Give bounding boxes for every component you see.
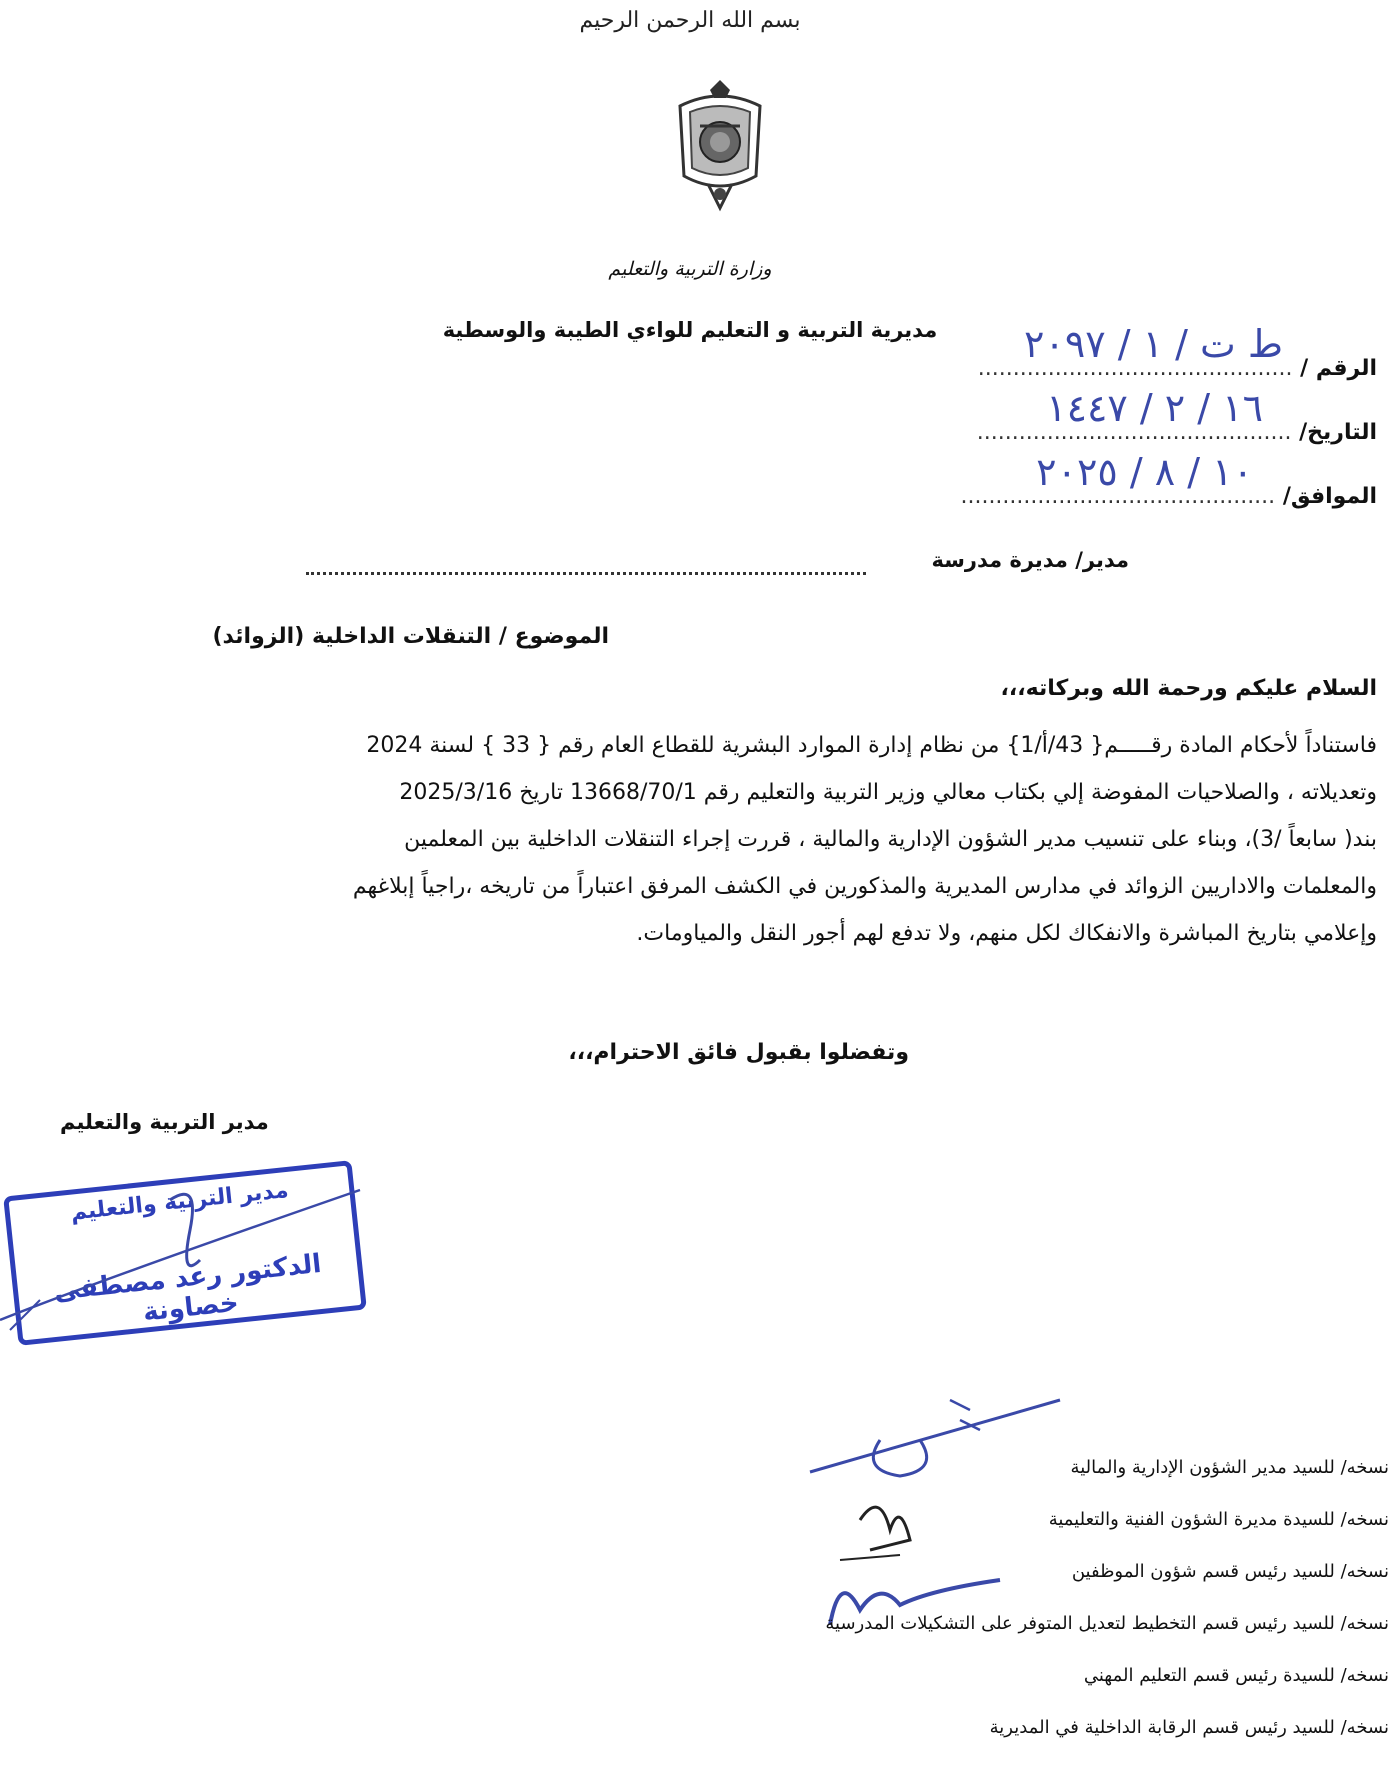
letter-body (47, 722, 1377, 957)
corresponding-date-row: الموافق/ ............................................. (960, 484, 1377, 509)
reference-number-handwritten-wrap (1024, 322, 1299, 366)
body-line: والمعلمات والاداريين الزوائد في مدارس المديرية والمذكورين في الكشف المرفق اعتباراً من تاريخه ،راجياً إبلاغهم (352, 874, 1377, 899)
reference-number-handwritten: ط ت / ١ / ٢٠٩٧ (1024, 322, 1283, 366)
date-handwritten: ١٦ / ٢ / ١٤٤٧ (1046, 386, 1263, 430)
coat-of-arms-emblem (660, 76, 780, 216)
addressee-line: مدير/ مديرة مدرسة (931, 548, 1129, 572)
corresponding-date-label: الموافق/ (1282, 484, 1377, 509)
signer-title: مدير التربية والتعليم (60, 1110, 269, 1134)
corresponding-date-handwritten-wrap (1036, 450, 1269, 494)
greeting: السلام عليكم ورحمة الله وبركاته،،، (1000, 676, 1377, 701)
subject-line: الموضوع / التنقلات الداخلية (الزوائد) (212, 624, 609, 649)
cc-item: نسخه/ للسيد رئيس قسم شؤون الموظفين (1071, 1561, 1389, 1582)
copies-list (825, 1442, 1389, 1754)
date-label: التاريخ/ (1299, 420, 1377, 445)
body-line: فاستناداً لأحكام المادة رقـــــم{ 43/أ/1} من نظام إدارة الموارد البشرية للقطاع العام رقم { 33 } لسنة 2024 (366, 733, 1377, 758)
cc-item: نسخه/ للسيدة مديرة الشؤون الفنية والتعليمية (1048, 1509, 1389, 1530)
body-line: وإعلامي بتاريخ المباشرة والانفكاك لكل منهم، ولا تدفع لهم أجور النقل والمياومات. (636, 921, 1377, 946)
corresponding-date-handwritten: ١٠ / ٨ / ٢٠٢٥ (1036, 450, 1253, 494)
directorate-name: مديرية التربية و التعليم للواءي الطيبة والوسطية (442, 318, 938, 342)
date-row: التاريخ/ ............................................. (976, 420, 1377, 445)
cc-item: نسخه/ للسيد رئيس قسم الرقابة الداخلية في المديرية (989, 1717, 1389, 1738)
official-stamp (3, 1160, 367, 1346)
cc-item: نسخه/ للسيد رئيس قسم التخطيط لتعديل المتوفر على التشكيلات المدرسية (825, 1613, 1389, 1634)
addressee-dotted-blank (306, 572, 866, 575)
basmala-calligraphy: بسم الله الرحمن الرحيم (579, 8, 801, 33)
cc-item: نسخه/ للسيدة رئيس قسم التعليم المهني (1083, 1665, 1389, 1686)
reference-number-label: الرقم / (1300, 356, 1377, 381)
ministry-name: وزارة التربية والتعليم (608, 258, 772, 280)
stamp-title: مدير التربية والتعليم (69, 1177, 290, 1226)
body-line: بند( سابعاً /3)، وبناء على تنسيب مدير الشؤون الإدارية والمالية ، قررت إجراء التنقلات الداخلية بين المعلمين (404, 827, 1377, 852)
body-line: وتعديلاته ، والصلاحيات المفوضة إلي بكتاب معالي وزير التربية والتعليم رقم 13668/70/1 تاريخ 2025/3/16 (399, 780, 1377, 805)
closing-line: وتفضلوا بقبول فائق الاحترام،،، (568, 1040, 909, 1065)
cc-item: نسخه/ للسيد مدير الشؤون الإدارية والمالية (1070, 1457, 1389, 1478)
reference-number-row: الرقم / ............................................. (977, 356, 1377, 381)
stamp-name: الدكتور رعد مصطفى خصاونة (52, 1248, 323, 1328)
date-handwritten-wrap (1046, 386, 1279, 430)
